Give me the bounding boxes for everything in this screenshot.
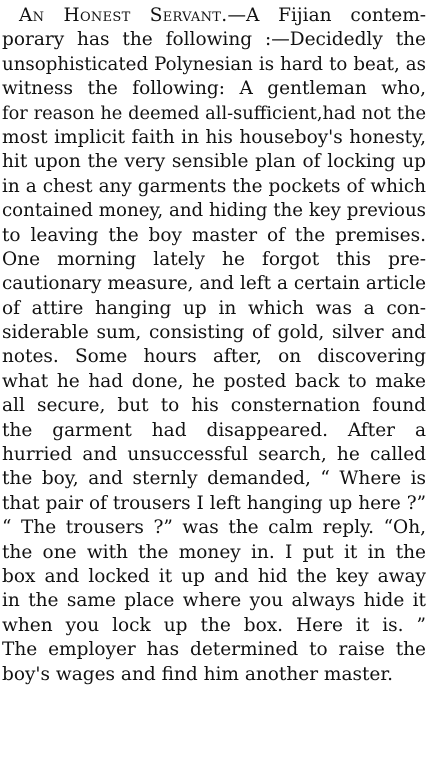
- article-line: siderable sum, consisting of gold, silver and: [2, 322, 426, 344]
- article-line-text: —A Fijian contem-: [227, 5, 426, 26]
- article-line: “ The trousers ?” was the calm reply. “Oh,: [2, 517, 426, 539]
- article-line: to leaving the boy master of the premises.: [2, 224, 426, 246]
- article-line: hit upon the very sensible plan of locking up: [2, 151, 426, 173]
- article-line: in a chest any garments the pockets of which: [2, 175, 426, 197]
- article-line: [2, 4, 426, 28]
- article-line: unsophisticated Polynesian is hard to beat, as: [2, 53, 426, 75]
- article-line: One morning lately he forgot this pre-: [2, 248, 426, 270]
- news-article: [2, 4, 426, 687]
- article-line: most implicit faith in his houseboy's honesty,: [2, 126, 426, 148]
- article-headline: An Honest Servant.: [19, 5, 228, 26]
- article-line: all secure, but to his consternation found: [2, 395, 426, 417]
- article-line: the garment had disappeared. After a: [2, 419, 426, 441]
- article-line: contained money, and hiding the key previous: [2, 200, 426, 222]
- article-line: the one with the money in. I put it in the: [2, 541, 426, 563]
- article-line: in the same place where you always hide it: [2, 590, 426, 612]
- article-line: box and locked it up and hid the key away: [2, 565, 426, 587]
- article-line: the boy, and sternly demanded, “ Where is: [2, 468, 426, 490]
- article-line: witness the following: A gentleman who,: [2, 78, 426, 100]
- article-line: that pair of trousers I left hanging up here ?”: [2, 492, 426, 514]
- article-line: boy's wages and find him another master.: [2, 663, 394, 685]
- article-line: for reason he deemed all-sufficient,had not the: [2, 102, 426, 124]
- article-line: hurried and unsuccessful search, he called: [2, 444, 426, 466]
- article-line: porary has the following :—Decidedly the: [2, 29, 426, 51]
- article-line: The employer has determined to raise the: [2, 639, 426, 661]
- article-line: when you lock up the box. Here it is. ”: [2, 614, 426, 636]
- article-line: notes. Some hours after, on discovering: [2, 346, 426, 368]
- article-line: cautionary measure, and left a certain article: [2, 273, 426, 295]
- article-line: what he had done, he posted back to make: [2, 370, 426, 392]
- article-line: of attire hanging up in which was a con-: [2, 297, 426, 319]
